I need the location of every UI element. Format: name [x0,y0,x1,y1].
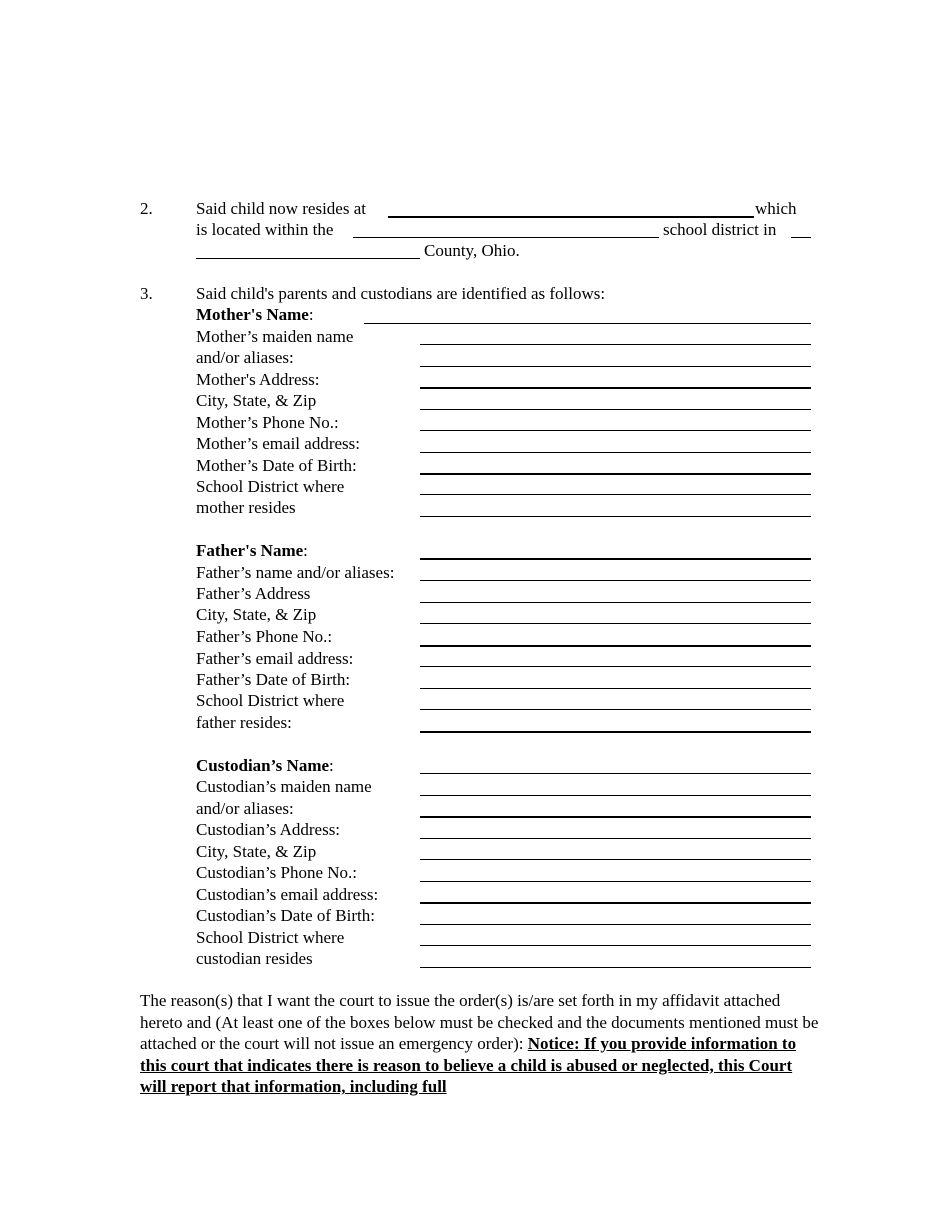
custodian-phone-field[interactable] [420,881,811,882]
custodian-address-field[interactable] [420,838,811,839]
custodian-dob-field[interactable] [420,924,811,925]
mother-email-field[interactable] [420,452,811,453]
custodian-dob-label: Custodian’s Date of Birth: [196,906,375,925]
mother-aliases-label: and/or aliases: [196,348,294,367]
father-email-label: Father’s email address: [196,649,354,668]
notice-text: Notice: If you provide information to this court that indicates there is reason to believe a child is abused or neglected, this Court will report that information, including full [140,1034,797,1097]
father-city-state-zip-label: City, State, & Zip [196,605,317,624]
father-aliases-field[interactable] [420,580,811,581]
father-city-state-zip-field[interactable] [420,623,811,624]
custodian-email-label: Custodian’s email address: [196,885,379,904]
mother-phone-label: Mother’s Phone No.: [196,413,339,432]
father-phone-label: Father’s Phone No.: [196,627,333,646]
reason-text: The reason(s) that I want the court to issue the order(s) is/are set forth in my affidavit attached hereto and (At least one of the boxes below must be checked and the documents mentioned must be attached or the court will not issue an emergency order): [140,991,819,1054]
father-name-heading: Father's Name [196,541,304,560]
mother-phone-field[interactable] [420,430,811,431]
district-state-field-start[interactable] [791,237,811,238]
mother-resides-field[interactable] [420,516,811,517]
school-district-field[interactable] [353,237,659,238]
mother-aliases-field[interactable] [420,366,811,367]
father-school-district-field[interactable] [420,709,811,710]
mother-address-field[interactable] [420,387,811,389]
custodian-address-label: Custodian’s Address: [196,820,341,839]
custodian-aliases-field[interactable] [420,816,811,818]
item-3-intro: Said child's parents and custodians are identified as follows: [196,284,606,303]
custodian-name-label [196,755,334,776]
father-resides-field[interactable] [420,731,811,733]
mother-resides-label: mother resides [196,498,296,517]
custodian-aliases-label: and/or aliases: [196,799,294,818]
item-2-line2-suffix: school district in [663,220,777,239]
custodian-school-district-label: School District where [196,928,345,947]
mother-name-colon: : [308,305,314,324]
mother-email-label: Mother’s email address: [196,434,360,453]
custodian-maiden-name-field[interactable] [420,795,811,796]
father-name-label [196,540,308,561]
custodian-phone-label: Custodian’s Phone No.: [196,863,358,882]
custodian-name-field[interactable] [420,773,811,774]
custodian-maiden-name-label: Custodian’s maiden name [196,777,372,796]
item-2-line1-suffix: which [755,199,797,218]
residence-address-field[interactable] [388,216,754,218]
father-address-field[interactable] [420,602,811,603]
reason-paragraph [140,990,820,1098]
father-phone-field[interactable] [420,645,811,647]
father-address-label: Father’s Address [196,584,311,603]
mother-dob-field[interactable] [420,473,811,475]
father-name-field[interactable] [420,558,811,560]
custodian-email-field[interactable] [420,902,811,904]
mother-school-district-label: School District where [196,477,345,496]
father-name-colon: : [303,541,308,560]
mother-school-district-field[interactable] [420,494,811,495]
custodian-name-colon: : [329,756,334,775]
mother-name-label [196,304,314,325]
item-2-number: 2. [140,199,153,218]
county-field[interactable] [196,258,420,259]
mother-city-state-zip-label: City, State, & Zip [196,391,317,410]
item-2-line2-prefix: is located within the [196,220,334,239]
father-aliases-label: Father’s name and/or aliases: [196,563,395,582]
custodian-resides-field[interactable] [420,967,811,968]
item-3-number: 3. [140,284,153,303]
mother-maiden-name-field[interactable] [420,344,811,345]
mother-name-field[interactable] [364,323,811,324]
father-school-district-label: School District where [196,691,345,710]
father-resides-label: father resides: [196,713,292,732]
father-email-field[interactable] [420,666,811,667]
mother-maiden-name-label: Mother’s maiden name [196,327,354,346]
custodian-resides-label: custodian resides [196,949,313,968]
mother-name-heading: Mother's Name [196,305,309,324]
mother-dob-label: Mother’s Date of Birth: [196,456,357,475]
custodian-city-state-zip-field[interactable] [420,859,811,860]
mother-city-state-zip-field[interactable] [420,409,811,410]
mother-address-label: Mother's Address: [196,370,320,389]
custodian-city-state-zip-label: City, State, & Zip [196,842,317,861]
father-dob-field[interactable] [420,688,811,689]
custodian-name-heading: Custodian’s Name [196,756,330,775]
father-dob-label: Father’s Date of Birth: [196,670,351,689]
custodian-school-district-field[interactable] [420,945,811,946]
item-2-line3-suffix: County, Ohio. [424,241,520,260]
item-2-line1-prefix: Said child now resides at [196,199,366,218]
